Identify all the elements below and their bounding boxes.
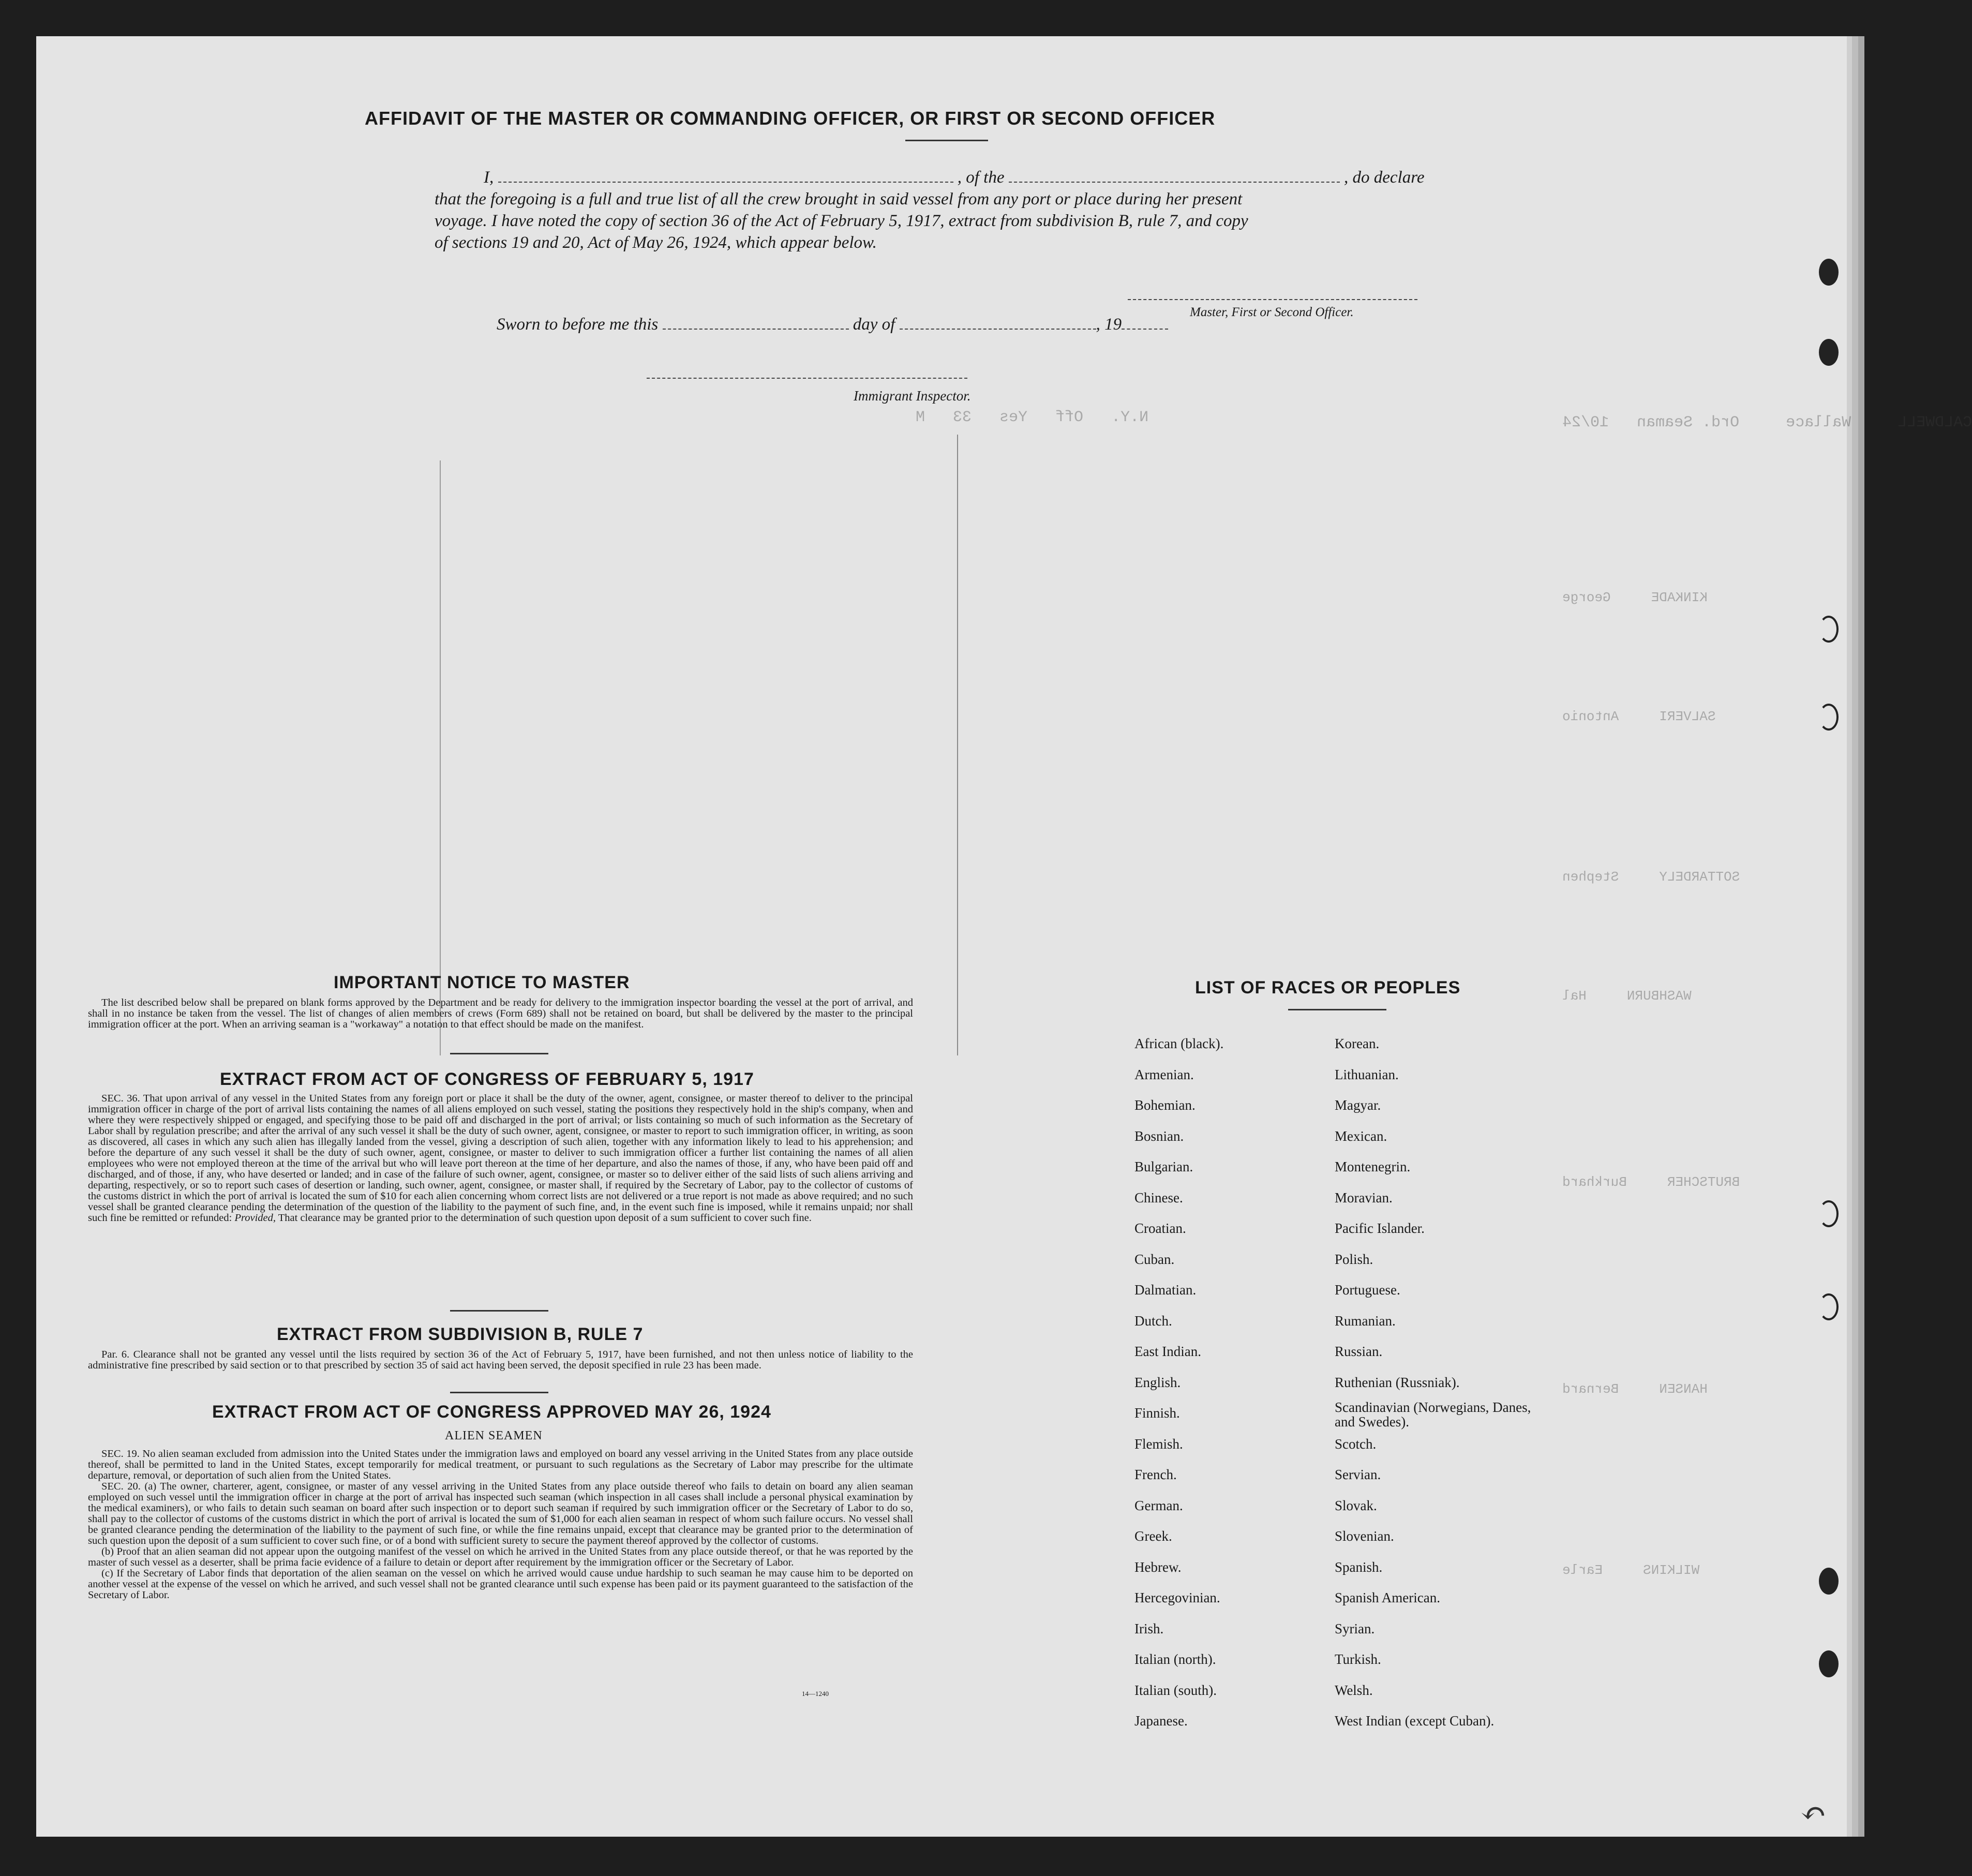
race-item: Welsh.	[1335, 1682, 1373, 1698]
affidavit-line-3: voyage. I have noted the copy of section 36 of the Act of February 5, 1917, extract from subdivision B, rule 7, and copy	[435, 212, 1248, 230]
day-of-label: day of	[853, 315, 895, 334]
race-item: Irish.	[1134, 1620, 1164, 1636]
races-left-column	[1134, 1029, 1223, 1737]
act-1917-text: SEC. 36. That upon arrival of any vessel in the United States from any foreign port or place it shall be the duty of the owner, agent, consignee, or master thereof to deliver to the principal immigration officer in charge of the port of arrival lists containing the names of all aliens employed on such vessel, stating the positions they respectively hold in the ship's company, when and where they were respectively shipped or engaged, and specifying those to be paid off and discharged in the port of arrival; or lists containing so much of such information as the Secretary of Labor shall by regulation prescribe; and after the arrival of any such vessel it shall be the duty of such owner, agent, consignee, or master to report to such immigration officer, in writing, as soon as discovered, all cases in which any such alien has illegally landed from the vessel, giving a description of such alien, together with any information likely to lead to his apprehension; and before the departure of any such vessel it shall be the duty of such owner, agent, consignee, or master to deliver to such immigration officer a further list containing the names of all alien employees who were not employed thereon at the time of the arrival but who will leave port thereon at the time of her departure, and also the names of those, if any, who have been paid off and discharged, and of those, if any, who have deserted or landed; and in case of the failure of such owner, agent, consignee, or master so to deliver either of the said lists of such aliens arriving and departing, respectively, or so to report such cases of desertion or landing, such owner, agent, consignee, or master shall, if required by the Secretary of Labor, pay to the collector of customs of the customs district in which the port of arrival is located the sum of $10 for each alien concerning whom correct lists are not delivered or a true report is not made as above required; and no such vessel shall be granted clearance pending the determination of the question of the liability to the payment of such fine, and, in the event such fine is imposed, while it remains unpaid; nor shall such fine be remitted or refunded:	[88, 1093, 913, 1224]
form-number: 14—1240	[802, 1690, 829, 1698]
document-page	[36, 36, 1972, 1837]
inspector-label: Immigrant Inspector.	[854, 388, 971, 404]
act-1924-body	[88, 1449, 913, 1601]
race-item: Magyar.	[1335, 1097, 1381, 1113]
bleed-through-text: KINKADE George	[1562, 590, 1708, 605]
race-item: Montenegrin.	[1335, 1159, 1411, 1174]
sworn-label: Sworn to before me this	[497, 315, 659, 334]
race-item: Polish.	[1335, 1251, 1373, 1267]
race-item: Dalmatian.	[1134, 1282, 1197, 1298]
notice-body	[88, 997, 913, 1030]
bleed-through-text: BRUTSCHER Burkhard	[1562, 1174, 1740, 1190]
race-item: German.	[1134, 1497, 1183, 1513]
race-item: Greek.	[1134, 1528, 1172, 1544]
inspector-signature-line[interactable]	[647, 378, 967, 379]
bleed-through-text: SALVERI Antonio	[1562, 709, 1716, 724]
sworn-day-field[interactable]	[663, 315, 849, 330]
race-item: Moravian.	[1335, 1189, 1393, 1205]
punch-hole-icon	[1819, 1650, 1839, 1677]
section-rule	[450, 1053, 548, 1054]
race-item: Portuguese.	[1335, 1282, 1400, 1298]
proviso-label: Provided,	[234, 1212, 276, 1224]
race-item: Bosnian.	[1134, 1128, 1184, 1144]
bleed-through-text: HANSEN Bernard	[1562, 1381, 1708, 1397]
section-rule	[450, 1310, 548, 1312]
year-label: , 19	[1096, 315, 1122, 334]
race-item: Bulgarian.	[1134, 1159, 1193, 1174]
proviso-text: That clearance may be granted prior to the determination of such question upon deposit of a sum sufficient to cover such fine.	[278, 1212, 812, 1224]
sec-20a-text: SEC. 20. (a) The owner, charterer, agent, consignee, or master of any vessel arriving in the United States from any place outside thereof who fails to detain on board any alien seaman employed on such vessel until the immigration officer in charge at the port of arrival has inspected such seaman (which inspection in all cases shall include a personal physical examination by the medical examiners), or who fails to detain such seaman on board after such inspection or to deport such seaman if required by such immigration officer or the Secretary of Labor to do so, shall pay to the collector of customs of the customs district in which the port of arrival is located the sum of $1,000 for each alien seaman in respect of whom such failure occurs. No vessel shall be granted clearance pending the determination of the liability to the payment of such fine, or while the fine remains unpaid, except that clearance may be granted prior to the determination of such question upon the deposit of a sum sufficient to cover such fine, or of a bond with sufficient surety to secure the payment thereof approved by the collector of customs.	[88, 1481, 913, 1546]
affidavit-title: AFFIDAVIT OF THE MASTER OR COMMANDING OFFICER, OR FIRST OR SECOND OFFICER	[365, 108, 1216, 129]
bleed-through-text: N.Y. Off Yes 33 M	[916, 409, 1149, 426]
races-right-column	[1335, 1029, 1531, 1737]
handwritten-mark: ↶	[1800, 1796, 1827, 1830]
race-item: Korean.	[1335, 1036, 1380, 1051]
race-item: Finnish.	[1134, 1405, 1180, 1421]
sworn-month-field[interactable]	[900, 315, 1096, 330]
race-item: Syrian.	[1335, 1620, 1375, 1636]
races-title: LIST OF RACES OR PEOPLES	[1195, 978, 1461, 997]
column-rule	[957, 435, 958, 1055]
master-name-field[interactable]	[498, 168, 953, 183]
race-item: Cuban.	[1134, 1251, 1175, 1267]
race-item: Flemish.	[1134, 1436, 1183, 1452]
race-item: Hebrew.	[1134, 1559, 1182, 1575]
rule-7-body	[88, 1349, 913, 1371]
act-1917-title: EXTRACT FROM ACT OF CONGRESS OF FEBRUARY 5, 1917	[220, 1069, 754, 1089]
race-item: Italian (north).	[1134, 1651, 1216, 1667]
race-item: Italian (south).	[1134, 1682, 1217, 1698]
rule-7-title: EXTRACT FROM SUBDIVISION B, RULE 7	[277, 1324, 644, 1344]
master-signature-line[interactable]	[1128, 299, 1417, 300]
column-rule	[440, 460, 441, 1055]
act-1924-title: EXTRACT FROM ACT OF CONGRESS APPROVED MAY 26, 1924	[212, 1402, 771, 1422]
affidavit-line-2: that the foregoing is a full and true list of all the crew brought in said vessel from any port or place during her present	[435, 190, 1243, 209]
title-rule	[905, 140, 988, 141]
race-item: French.	[1134, 1467, 1177, 1482]
affidavit-line-4: of sections 19 and 20, Act of May 26, 1924, which appear below.	[435, 233, 877, 252]
race-item: Dutch.	[1134, 1313, 1172, 1329]
affidavit-statement	[435, 167, 1500, 254]
master-signature-label: Master, First or Second Officer.	[1190, 305, 1354, 319]
race-item: English.	[1134, 1374, 1181, 1390]
race-item: Servian.	[1335, 1467, 1381, 1482]
race-item: Japanese.	[1134, 1713, 1188, 1729]
sworn-line	[497, 314, 1168, 335]
punch-hole-icon	[1819, 339, 1839, 366]
sec-20b-text: (b) Proof that an alien seaman did not appear upon the outgoing manifest of the vessel on which he arrived in the United States from any place outside thereof, or that he was reported by the master of such vessel as a deserter, shall be prima facie evidence of a failure to detain or deport after requirement by the immigration officer or the Secretary of Labor.	[88, 1546, 913, 1568]
punch-hole-icon	[1819, 1568, 1839, 1595]
race-item: East Indian.	[1134, 1344, 1201, 1359]
race-item: Spanish American.	[1335, 1590, 1440, 1605]
act-1917-body	[88, 1093, 913, 1224]
race-item: Spanish.	[1335, 1559, 1383, 1575]
race-item: Bohemian.	[1134, 1097, 1196, 1113]
affidavit-of-the: , of the	[957, 168, 1005, 187]
race-item: Slovenian.	[1335, 1528, 1394, 1544]
race-item: Russian.	[1335, 1344, 1383, 1359]
race-item: Slovak.	[1335, 1497, 1377, 1513]
affidavit-declare: , do declare	[1343, 168, 1425, 187]
vessel-name-field[interactable]	[1009, 168, 1340, 183]
race-item: Croatian.	[1134, 1220, 1186, 1236]
affidavit-i: I,	[484, 168, 494, 187]
race-item: Mexican.	[1335, 1128, 1387, 1144]
notice-title: IMPORTANT NOTICE TO MASTER	[334, 973, 630, 992]
race-item: Scandinavian (Norwegians, Danes, and Swedes).	[1335, 1399, 1531, 1430]
race-item: Hercegovinian.	[1134, 1590, 1220, 1605]
race-item: Scotch.	[1335, 1436, 1377, 1452]
race-item: Turkish.	[1335, 1651, 1381, 1667]
sec-19-text: SEC. 19. No alien seaman excluded from admission into the United States under the immigration laws and employed on board any vessel arriving in the United States from any place outside thereof, shall be permitted to land in the United States, except temporarily for medical treatment, or pursuant to such regulations as the Secretary of Labor may prescribe for the ultimate departure, removal, or deportation of such alien from the United States.	[88, 1448, 913, 1481]
sworn-year-field[interactable]	[1122, 315, 1168, 330]
punch-hole-icon	[1819, 1200, 1839, 1227]
title-rule	[1288, 1009, 1386, 1010]
notice-text: The list described below shall be prepared on blank forms approved by the Department and be ready for delivery to the immigration inspector boarding the vessel at the port of arrival, and shall in no instance be taken from the vessel. The list of changes of alien members of crews (Form 689) shall not be retained on board, but shall be delivered by the master to the principal immigration officer at the port. When an arriving seaman is a "workaway" a notation to that effect should be made on the manifest.	[88, 997, 913, 1030]
race-item: Lithuanian.	[1335, 1066, 1399, 1082]
punch-hole-icon	[1819, 704, 1839, 731]
punch-hole-icon	[1819, 1293, 1839, 1320]
race-item: West Indian (except Cuban).	[1335, 1713, 1495, 1729]
race-item: Rumanian.	[1335, 1313, 1396, 1329]
race-item: Ruthenian (Russniak).	[1335, 1374, 1460, 1390]
bleed-through-text: WILKINS Earle	[1562, 1562, 1700, 1578]
bleed-through-text: WASHBURN Hal	[1562, 988, 1692, 1004]
section-rule	[450, 1392, 548, 1393]
alien-seamen-subtitle: ALIEN SEAMEN	[445, 1429, 543, 1442]
bleed-through-text: SOTTARDELY Stephen	[1562, 869, 1740, 885]
punch-hole-icon	[1819, 616, 1839, 643]
sec-20c-text: (c) If the Secretary of Labor finds that deportation of the alien seaman on the vessel on which he arrived would cause undue hardship to such seaman he may cause him to be deported on another vessel at the expense of the vessel on which he arrived, and such vessel shall not be granted clearance until such expense has been paid or its payment guaranteed to the satisfaction of the Secretary of Labor.	[88, 1568, 913, 1601]
race-item: Armenian.	[1134, 1066, 1194, 1082]
race-item: African (black).	[1134, 1036, 1224, 1051]
punch-hole-icon	[1819, 259, 1839, 286]
race-item: Chinese.	[1134, 1189, 1183, 1205]
race-item: Pacific Islander.	[1335, 1220, 1425, 1236]
rule-7-text: Par. 6. Clearance shall not be granted any vessel until the lists required by section 36 of the Act of February 5, 1917, have been furnished, and not then unless notice of liability to the administrative fine prescribed by said section or to that prescribed by section 35 of said act having been served, the deposit specified in rule 23 has been made.	[88, 1349, 913, 1371]
bleed-through-text: CALDWELL Wallace Ord. Seaman 10/24	[1562, 414, 1972, 431]
